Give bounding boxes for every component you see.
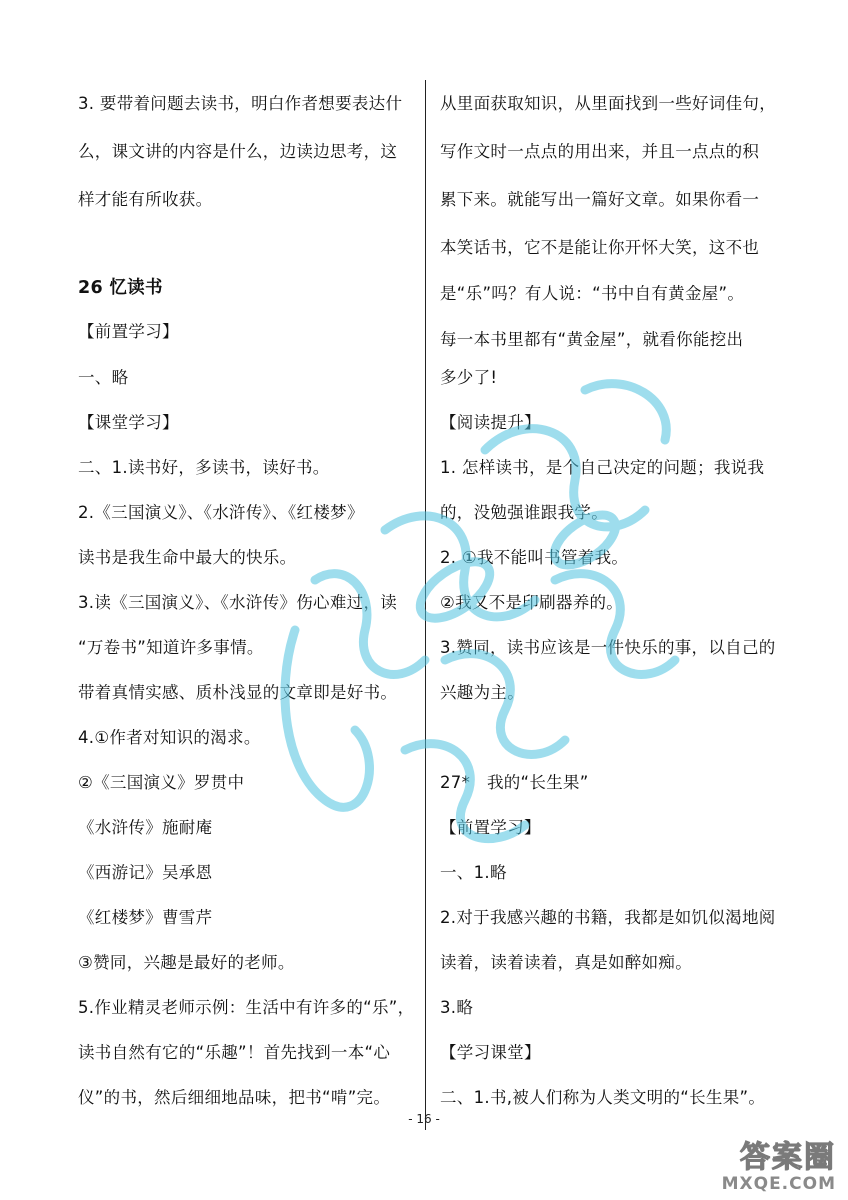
logo-url: MXQE.COM: [721, 1174, 836, 1194]
text-line: 3.读《三国演义》、《水浒传》伤心难过，读: [78, 593, 398, 612]
text-line: 【阅读提升】: [440, 413, 541, 432]
text-line: 累下来。就能写出一篇好文章。如果你看一: [440, 190, 760, 209]
text-line: 兴趣为主。: [440, 683, 524, 702]
text-line: ②我又不是印刷器养的。: [440, 593, 624, 612]
text-line: 的，没勉强谁跟我学。: [440, 503, 608, 522]
column-divider: [425, 80, 426, 1130]
text-line: 【前置学习】: [440, 818, 541, 837]
text-line: 3.赞同，读书应该是一件快乐的事，以自己的: [440, 638, 776, 657]
text-line: 【学习课堂】: [440, 1043, 541, 1062]
text-line: 读书自然有它的“乐趣”！首先找到一本“心: [78, 1043, 391, 1062]
text-line: 二、1.读书好，多读书，读好书。: [78, 458, 330, 477]
text-line: 样才能有所收获。: [78, 190, 213, 209]
text-line: 【前置学习】: [78, 322, 179, 341]
text-line: “万卷书”知道许多事情。: [78, 638, 264, 657]
text-line: ③赞同，兴趣是最好的老师。: [78, 953, 295, 972]
text-line: 是“乐”吗？有人说：“书中自有黄金屋”。: [440, 284, 745, 303]
text-line: 5.作业精灵老师示例：生活中有许多的“乐”，: [78, 998, 415, 1017]
text-line: 1. 怎样读书，是个自己决定的问题；我说我: [440, 458, 765, 477]
text-line: 2. ①我不能叫书管着我。: [440, 548, 629, 567]
text-line: 3. 要带着问题去读书，明白作者想要表达什: [78, 94, 403, 113]
text-line: ②《三国演义》罗贯中: [78, 773, 245, 792]
text-line: 读书是我生命中最大的快乐。: [78, 548, 297, 567]
text-line: 多少了!: [440, 368, 498, 387]
text-line: 一、1.略: [440, 863, 507, 882]
text-line: 4.①作者对知识的渴求。: [78, 728, 261, 747]
text-line: 么，课文讲的内容是什么，边读边思考，这: [78, 142, 398, 161]
section-heading: 27* 我的“长生果”: [440, 773, 589, 792]
text-line: 3.略: [440, 998, 474, 1017]
text-line: 带着真情实感、质朴浅显的文章即是好书。: [78, 683, 398, 702]
text-line: 每一本书里都有“黄金屋”，就看你能挖出: [440, 330, 744, 349]
site-logo: [690, 1132, 840, 1194]
text-line: 2.对于我感兴趣的书籍，我都是如饥似渴地阅: [440, 908, 776, 927]
text-line: 本笑话书，它不是能让你开怀大笑，这不也: [440, 238, 760, 257]
text-line: 仪”的书，然后细细地品味，把书“啃”完。: [78, 1088, 391, 1107]
page-number: - 16 -: [408, 1112, 440, 1126]
text-line: 从里面获取知识，从里面找到一些好词佳句，: [440, 94, 776, 113]
text-line: 写作文时一点点的用出来，并且一点点的积: [440, 142, 760, 161]
section-heading: 26 忆读书: [78, 278, 163, 298]
text-line: 读着，读着读着，真是如醉如痴。: [440, 953, 692, 972]
text-line: 《水浒传》施耐庵: [78, 818, 213, 837]
logo-text: 答案圈: [740, 1140, 836, 1175]
text-line: 《西游记》吴承恩: [78, 863, 213, 882]
text-line: 《红楼梦》曹雪芹: [78, 908, 213, 927]
text-line: 【课堂学习】: [78, 413, 179, 432]
text-line: 2.《三国演义》、《水浒传》、《红楼梦》: [78, 503, 364, 522]
text-line: 一、略: [78, 368, 129, 387]
text-line: 二、1.书,被人们称为人类文明的“长生果”。: [440, 1088, 766, 1107]
